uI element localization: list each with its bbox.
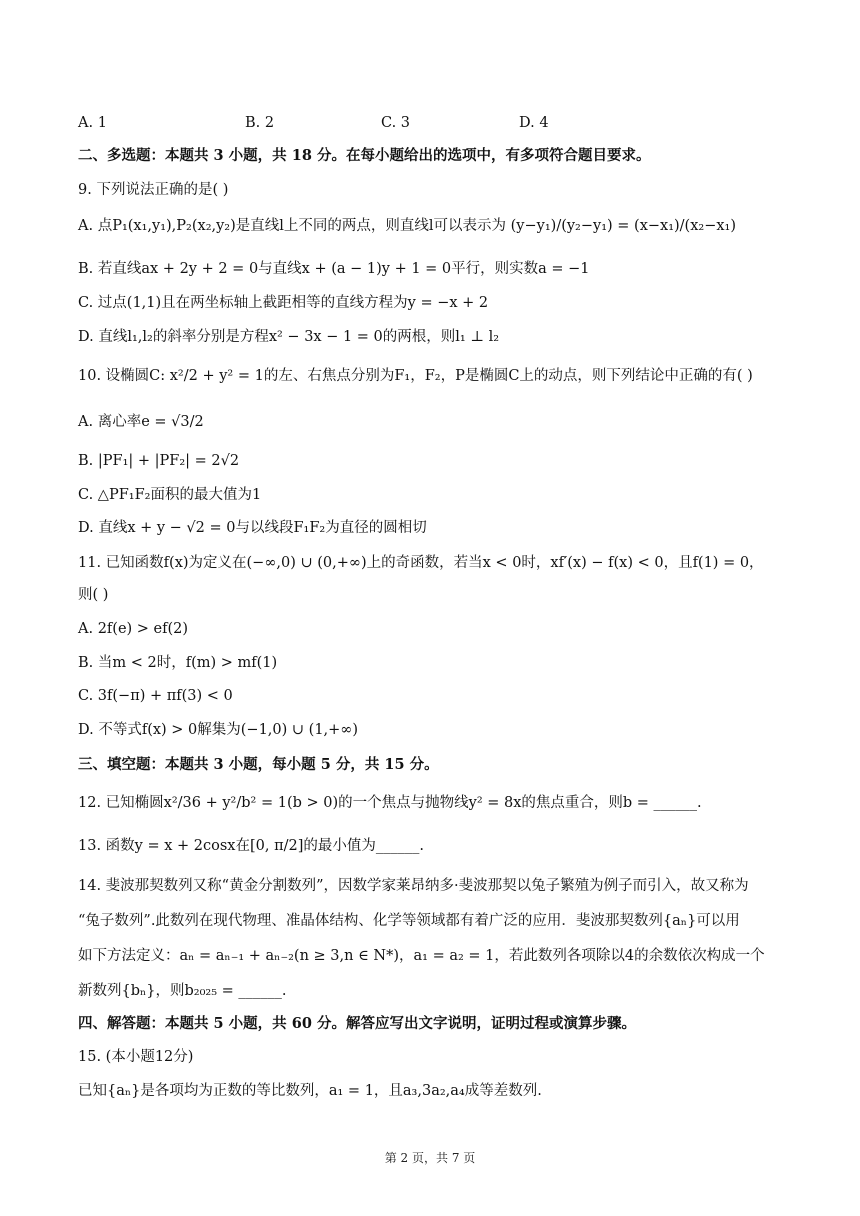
q11-option-a: A. 2f(e) > ef(2) [78,621,189,637]
q14-line2: “兔子数列”.此数列在现代物理、准晶体结构、化学等领域都有着广泛的应用．斐波那契数列{aₙ}可以用 [78,913,740,929]
q14-line1: 14. 斐波那契数列又称“黄金分割数列”，因数学家莱昂纳多·斐波那契以兔子繁殖为例子而引入，故又称为 [78,878,749,894]
q8-choice-b: B. 2 [245,115,275,131]
q11-option-c: C. 3f(−π) + πf(3) < 0 [78,688,233,704]
q8-choice-a: A. 1 [78,115,107,131]
q10-option-a: A. 离心率e = √3/2 [78,414,204,430]
q11-option-d: D. 不等式f(x) > 0解集为(−1,0) ∪ (1,+∞) [78,722,359,738]
q8-choice-d: D. 4 [519,115,549,131]
q10-stem: 10. 设椭圆C: x²/2 + y² = 1的左、右焦点分别为F₁，F₂，P是椭圆C上的动点，则下列结论中正确的有( ) [78,368,753,384]
q9-option-a: A. 点P₁(x₁,y₁),P₂(x₂,y₂)是直线l上不同的两点，则直线l可以表示为 (y−y₁)/(y₂−y₁) = (x−x₁)/(x₂−x₁) [78,218,736,234]
q15-stem: 已知{aₙ}是各项均为正数的等比数列，a₁ = 1，且a₃,3a₂,a₄成等差数列. [78,1083,542,1099]
q12: 12. 已知椭圆x²/36 + y²/b² = 1(b > 0)的一个焦点与抛物线y² = 8x的焦点重合，则b = ______. [78,795,702,811]
page-footer: 第 2 页，共 7 页 [384,1151,476,1165]
q10-option-b: B. |PF₁| + |PF₂| = 2√2 [78,453,240,469]
q9-option-b: B. 若直线ax + 2y + 2 = 0与直线x + (a − 1)y + 1 = 0平行，则实数a = −1 [78,261,590,277]
q11-stem-line1: 11. 已知函数f(x)为定义在(−∞,0) ∪ (0,+∞)上的奇函数，若当x < 0时，xf′(x) − f(x) < 0，且f(1) = 0， [78,555,764,571]
q9-option-d: D. 直线l₁,l₂的斜率分别是方程x² − 3x − 1 = 0的两根，则l₁ ⊥ l₂ [78,329,500,345]
q10-option-d: D. 直线x + y − √2 = 0与以线段F₁F₂为直径的圆相切 [78,520,427,536]
q9-stem: 9. 下列说法正确的是( ) [78,182,229,198]
q14-line4: 新数列{bₙ}，则b₂₀₂₅ = ______. [78,983,287,999]
q9-option-c: C. 过点(1,1)且在两坐标轴上截距相等的直线方程为y = −x + 2 [78,295,489,311]
q10-option-c: C. △PF₁F₂面积的最大值为1 [78,487,262,503]
q13: 13. 函数y = x + 2cosx在[0, π/2]的最小值为______. [78,838,424,854]
q8-choice-c: C. 3 [381,115,411,131]
q11-option-b: B. 当m < 2时，f(m) > mf(1) [78,655,278,671]
q11-stem-line2: 则( ) [78,587,109,603]
q15-title: 15. (本小题12分) [78,1049,194,1065]
q14-line3: 如下方法定义：aₙ = aₙ₋₁ + aₙ₋₂(n ≥ 3,n ∈ N*)，a₁ = a₂ = 1，若此数列各项除以4的余数依次构成一个 [78,948,765,964]
section2-heading: 二、多选题：本题共 3 小题，共 18 分。在每小题给出的选项中，有多项符合题目要求。 [78,147,651,164]
section3-heading: 三、填空题：本题共 3 小题，每小题 5 分，共 15 分。 [78,756,439,773]
section4-heading: 四、解答题：本题共 5 小题，共 60 分。解答应写出文字说明，证明过程或演算步骤。 [78,1015,636,1032]
